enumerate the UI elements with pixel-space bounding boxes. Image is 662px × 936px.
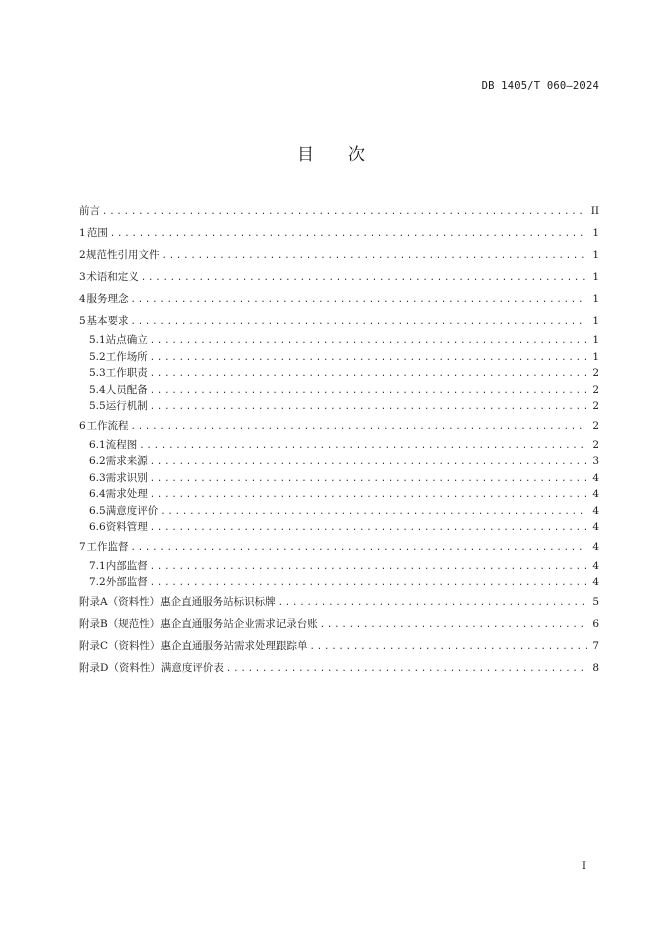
toc-number: 6.3	[89, 471, 106, 484]
toc-label: 运行机制	[105, 400, 148, 412]
toc-leader-dots	[150, 333, 587, 350]
toc-entry-1[interactable]	[79, 222, 599, 244]
toc-leader-dots	[150, 559, 587, 576]
toc-page: II	[590, 205, 599, 217]
toc-number: 2	[79, 249, 86, 261]
toc-page: 2	[592, 400, 599, 412]
toc-page: 5	[592, 595, 599, 608]
toc-entry-appendix-c[interactable]	[79, 635, 599, 657]
toc-page: 4	[592, 576, 599, 588]
toc-label: 术语和定义	[86, 271, 139, 283]
toc-leader-dots	[161, 245, 587, 267]
toc-page: 2	[592, 367, 599, 379]
toc-leader-dots	[150, 471, 587, 488]
toc-label: 惠企直通服务站标识标牌	[160, 595, 276, 608]
toc-number: 5.4	[89, 383, 106, 396]
toc-page: 4	[592, 540, 599, 553]
toc-page: 6	[592, 617, 599, 630]
toc-number: 7.2	[89, 576, 106, 588]
toc-entry-2[interactable]	[79, 244, 599, 266]
toc-label: 外部监督	[105, 576, 148, 588]
toc-number: 5	[79, 315, 86, 327]
toc-leader-dots	[150, 575, 587, 592]
toc-label: 工作职责	[105, 367, 148, 379]
page-number: I	[582, 861, 586, 872]
toc-entry-6-2[interactable]	[79, 453, 599, 470]
toc-page: 4	[592, 471, 599, 484]
toc-number: 1	[79, 227, 86, 239]
toc-appendix-number: 附录C（资料性）	[79, 639, 161, 652]
toc-page: 3	[592, 455, 599, 467]
toc-label: 需求来源	[105, 455, 148, 467]
toc-leader-dots	[320, 614, 587, 636]
toc-entry-foreword[interactable]	[79, 200, 599, 222]
toc-label: 惠企直通服务站需求处理跟踪单	[160, 639, 308, 652]
toc-number: 5.5	[89, 400, 106, 412]
toc-leader-dots	[130, 416, 587, 438]
toc-appendix-number: 附录B（规范性）	[79, 617, 161, 630]
toc-number: 6.5	[89, 504, 106, 517]
toc-leader-dots	[130, 311, 587, 333]
toc-page: 2	[592, 438, 599, 451]
toc-entry-5[interactable]	[79, 310, 599, 332]
toc-entry-5-1[interactable]	[79, 332, 599, 349]
toc-leader-dots	[278, 592, 587, 614]
toc-label: 资料管理	[105, 521, 148, 533]
toc-page: 1	[592, 271, 599, 283]
toc-label: 站点确立	[105, 334, 148, 346]
toc-page: 4	[592, 504, 599, 517]
toc-number: 5.2	[89, 350, 106, 363]
toc-entry-appendix-b[interactable]	[79, 613, 599, 635]
table-of-contents	[79, 200, 599, 679]
toc-entry-6[interactable]	[79, 415, 599, 437]
toc-leader-dots	[160, 504, 587, 521]
toc-number: 5.3	[89, 367, 106, 379]
toc-entry-appendix-a[interactable]	[79, 591, 599, 613]
toc-number: 7.1	[89, 559, 106, 572]
toc-page: 4	[592, 488, 599, 500]
toc-label: 范围	[86, 227, 108, 239]
toc-leader-dots	[102, 201, 587, 223]
toc-page: 1	[592, 334, 599, 346]
toc-number: 6.6	[89, 521, 106, 533]
toc-label: 人员配备	[105, 383, 148, 396]
toc-leader-dots	[141, 267, 587, 289]
toc-label: 惠企直通服务站企业需求记录台账	[160, 617, 318, 630]
toc-label: 规范性引用文件	[85, 249, 160, 261]
toc-number: 6.2	[89, 455, 106, 467]
toc-label: 工作流程	[86, 419, 129, 432]
toc-leader-dots	[226, 658, 587, 680]
toc-label: 满意度评价表	[160, 661, 224, 674]
toc-entry-7-2[interactable]	[79, 574, 599, 591]
toc-leader-dots	[150, 520, 587, 537]
toc-number: 6.4	[89, 488, 106, 500]
toc-number: 4	[79, 293, 86, 305]
toc-label: 流程图	[105, 438, 138, 451]
title-char-2: 次	[348, 145, 365, 165]
toc-leader-dots	[310, 636, 587, 658]
toc-entry-4[interactable]	[79, 288, 599, 310]
toc-leader-dots	[139, 438, 587, 455]
toc-label: 内部监督	[105, 559, 148, 572]
toc-page: 4	[592, 521, 599, 533]
toc-entry-5-3[interactable]	[79, 365, 599, 382]
toc-page: 2	[592, 383, 599, 396]
toc-entry-appendix-d[interactable]	[79, 657, 599, 679]
toc-appendix-number: 附录D（资料性）	[79, 661, 161, 674]
toc-leader-dots	[150, 454, 587, 471]
toc-label: 服务理念	[86, 293, 129, 305]
toc-label: 基本要求	[86, 315, 129, 327]
toc-number: 6	[79, 419, 86, 432]
toc-label: 前言	[79, 205, 100, 217]
toc-entry-6-5[interactable]	[79, 503, 599, 520]
toc-number: 5.1	[89, 334, 106, 346]
toc-entry-6-6[interactable]	[79, 519, 599, 536]
toc-entry-6-3[interactable]	[79, 470, 599, 487]
toc-appendix-number: 附录A（资料性）	[79, 595, 161, 608]
toc-label: 需求识别	[105, 471, 148, 484]
toc-leader-dots	[130, 537, 587, 559]
toc-number: 7	[79, 540, 86, 553]
toc-leader-dots	[110, 223, 587, 245]
toc-leader-dots	[130, 289, 587, 311]
toc-leader-dots	[150, 399, 587, 416]
toc-page: 1	[592, 293, 599, 305]
toc-entry-7[interactable]	[79, 536, 599, 558]
document-code: DB 1405/T 060—2024	[481, 80, 599, 92]
toc-label: 工作监督	[86, 540, 129, 553]
toc-leader-dots	[150, 383, 587, 400]
title-char-1: 目	[297, 145, 314, 165]
toc-entry-5-4[interactable]	[79, 382, 599, 399]
toc-page: 1	[592, 227, 599, 239]
toc-page: 1	[592, 315, 599, 327]
toc-leader-dots	[150, 366, 587, 383]
toc-entry-7-1[interactable]	[79, 558, 599, 575]
toc-page: 8	[592, 661, 599, 674]
toc-number: 6.1	[89, 438, 106, 451]
toc-page: 2	[592, 419, 599, 432]
toc-entry-5-5[interactable]	[79, 398, 599, 415]
toc-leader-dots	[150, 350, 587, 367]
toc-label: 需求处理	[105, 488, 148, 500]
toc-label: 满意度评价	[105, 504, 159, 517]
toc-leader-dots	[150, 487, 587, 504]
toc-page: 1	[592, 350, 599, 363]
page-title	[0, 140, 662, 165]
toc-page: 7	[592, 639, 599, 652]
toc-entry-5-2[interactable]	[79, 349, 599, 366]
toc-entry-6-1[interactable]	[79, 437, 599, 454]
toc-page: 4	[592, 559, 599, 572]
toc-entry-6-4[interactable]	[79, 486, 599, 503]
toc-entry-3[interactable]	[79, 266, 599, 288]
toc-page: 1	[592, 249, 599, 261]
toc-number: 3	[79, 271, 86, 283]
toc-label: 工作场所	[105, 350, 148, 363]
